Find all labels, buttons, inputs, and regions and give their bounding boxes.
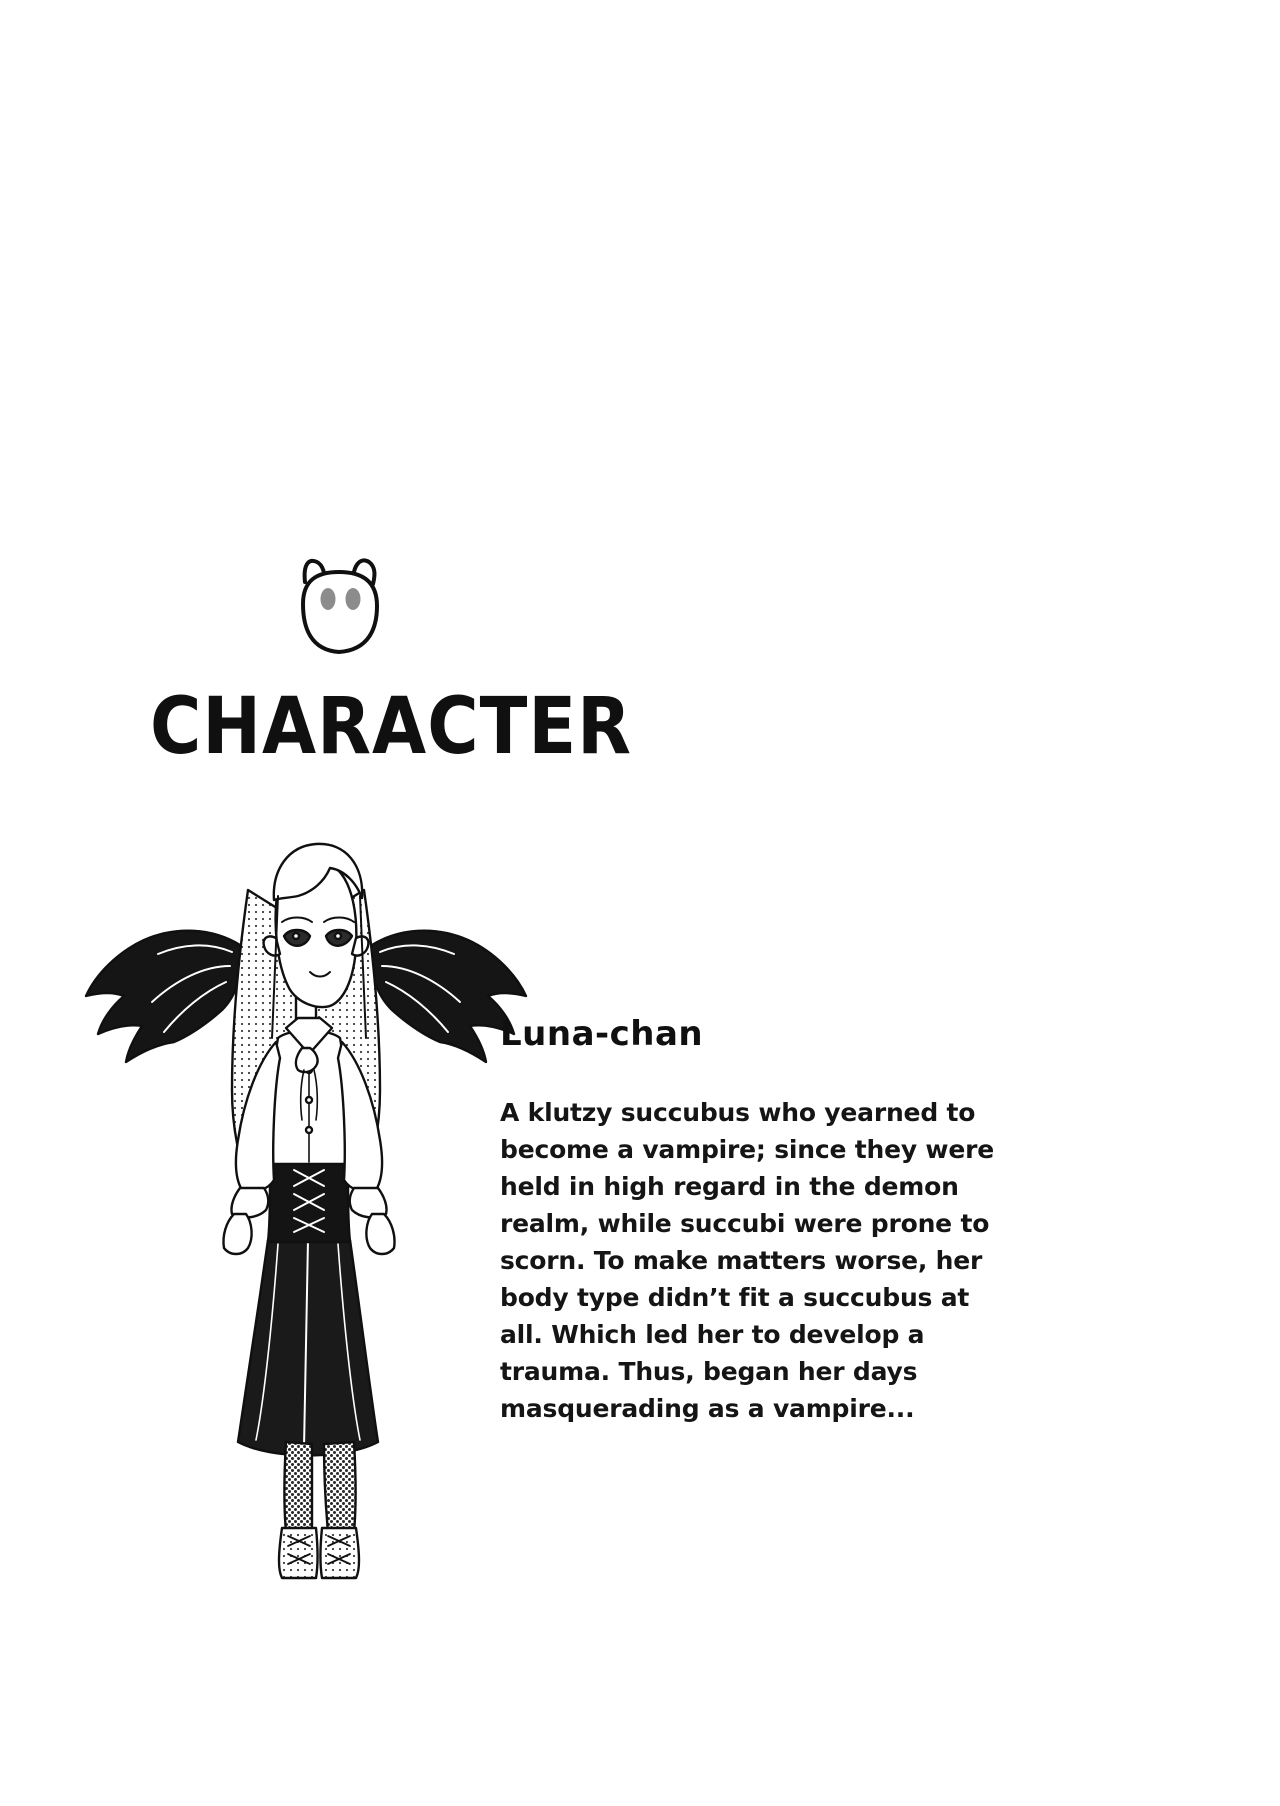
character-description: A klutzy succubus who yearned to become a vampire; since they were held in high regard in the demon realm, while succubi were prone to scorn. To make matters worse, her body type didn’t fit a succubus at all. Which led her to develop a trauma. Thus, began her days masquerading as a vampire... xyxy=(500,1098,994,1423)
page-title: CHARACTER xyxy=(150,680,633,773)
bat-silhouette-icon xyxy=(283,552,403,667)
character-name: Luna-chan xyxy=(500,1014,704,1054)
succubus-character-illustration xyxy=(72,770,552,1590)
